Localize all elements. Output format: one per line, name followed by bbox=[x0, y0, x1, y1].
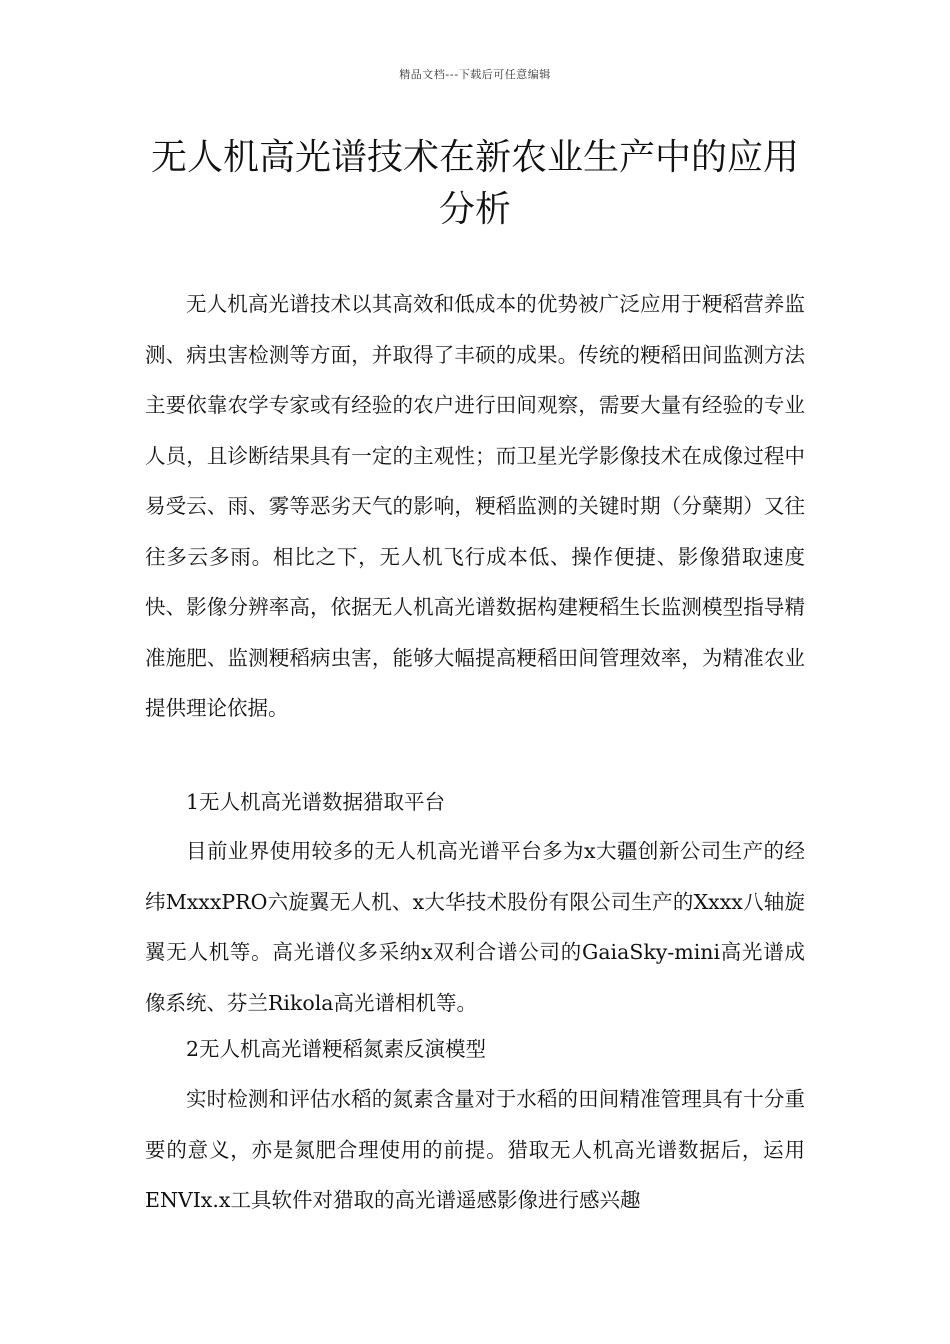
section-2-paragraph: 实时检测和评估水稻的氮素含量对于水稻的田间精准管理具有十分重要的意义，亦是氮肥合理使用的前提。猎取无人机高光谱数据后，运用ENVIx.x工具软件对猎取的高光谱遥感影像进行感兴趣 bbox=[145, 1087, 805, 1212]
intro-paragraph: 无人机高光谱技术以其高效和低成本的优势被广泛应用于粳稻营养监测、病虫害检测等方面，并取得了丰硕的成果。传统的粳稻田间监测方法主要依靠农学专家或有经验的农户进行田间观察，需要大量有经验的专业人员，且诊断结果具有一定的主观性；而卫星光学影像技术在成像过程中易受云、雨、雾等恶劣天气的影响，粳稻监测的关键时期（分蘖期）又往往多云多雨。相比之下，无人机飞行成本低、操作便捷、影像猎取速度快、影像分辨率高，依据无人机高光谱数据构建粳稻生长监测模型指导精准施肥、监测粳稻病虫害，能够大幅提高粳稻田间管理效率，为精准农业提供理论依据。 bbox=[145, 292, 805, 720]
document-title: 无人机高光谱技术在新农业生产中的应用分析 bbox=[150, 137, 799, 230]
page-header: 精品文档---下载后可任意编辑 bbox=[399, 68, 551, 81]
section-1-heading: 1无人机高光谱数据猎取平台 bbox=[186, 790, 446, 814]
section-1-paragraph: 目前业界使用较多的无人机高光谱平台多为x大疆创新公司生产的经纬MxxxPRO六旋翼无人机、x大华技术股份有限公司生产的Xxxx八轴旋翼无人机等。高光谱仪多采纳x双利合谱公司的GaiaSky-mini高光谱成像系统、芬兰Rikola高光谱相机等。 bbox=[145, 839, 805, 1015]
section-2-heading: 2无人机高光谱粳稻氮素反演模型 bbox=[186, 1037, 487, 1061]
